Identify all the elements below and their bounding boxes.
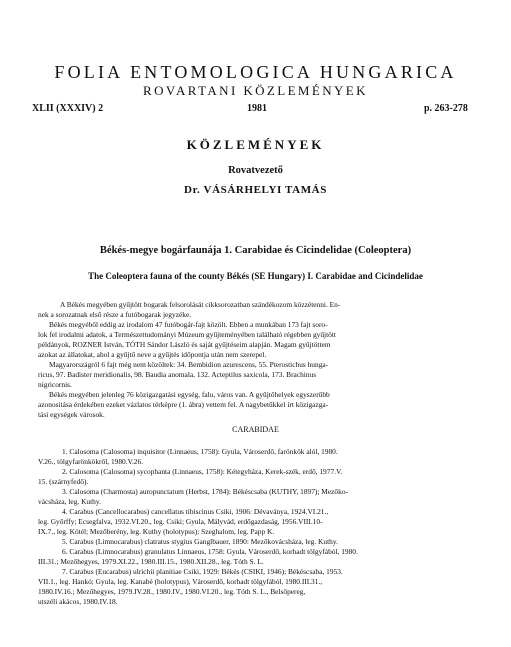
species-entry-line: 7. Carabus (Eucarabus) ulrichii planitiae Csiki, 1929: Békés (CSIKI, 1946); Békéscsaba, 1953.: [62, 567, 343, 576]
journal-title: FOLIA ENTOMOLOGICA HUNGARICA: [54, 62, 457, 82]
intro-line: Békés megyében jelenleg 76 közigazgatási egység, falu, város van. A gyűjtőhelyek egyszerűbb: [49, 390, 330, 399]
species-entry-line: III.31.; Mezőhegyes, 1979.XI.22., 1980.III.15., 1980.XII.28., leg. Tóth S. L.: [38, 557, 264, 566]
intro-line: A Békés megyében gyűjtött bogarak felsorolását cikksorozatban szándékozom közzétenni. En-: [60, 300, 341, 309]
year-label: 1981: [247, 103, 267, 114]
volume-label: XLII (XXXIV) 2: [32, 103, 104, 114]
article-title: Békés-megye bogárfaunája 1. Carabidae és Cicindelidae (Coleoptera): [99, 245, 412, 256]
section-title: KÖZLEMÉNYEK: [186, 137, 325, 152]
intro-line: azokat az állatokat, ahol a gyűjtő neve a gyűjtés időpontja után nem szerepel.: [38, 350, 267, 359]
species-entry-line: IX.7., leg. Kötél; Mezőberény, leg. Kuthy (holotypus); Szeghalom, leg. Papp K.: [38, 527, 275, 536]
intro-line: tási egységek városok.: [38, 410, 105, 419]
intro-line: Békés megyéből eddig az irodalom 47 futóbogár-fajt közölt. Ebben a munkában 173 fajt soro-: [49, 320, 328, 329]
intro-line: Magyarországról 6 fajt még nem közöltek: 34. Bembidion azurescens, 55. Pterostichus hunga-: [49, 360, 329, 369]
species-entry-line: vácsháza, leg. Kuthy.: [38, 497, 101, 506]
species-entry-line: leg. Győrffy; Ecsegfalva, 1932.VI.20., leg. Csiki; Gyula, Mályvád, erdőgazdaság, 1956.VIII.10-: [38, 517, 323, 526]
intro-line: lok fel irodalmi adatok, a Természettudományi Múzeum gyűjteményében található régebben gyűjtött: [38, 330, 336, 339]
page-range: p. 263-278: [424, 103, 468, 114]
species-entry-line: V.26., tölgyfarönkökről, 1980.V.26.: [38, 457, 144, 466]
species-entry-line: 5. Carabus (Limnocarabus) clatratus stygius Ganglbauer, 1890: Mezőkovácsháza, leg. Kuthy.: [62, 537, 338, 546]
species-entry-line: 15. (szárnyfedő).: [38, 477, 89, 486]
intro-line: példányok, ROZNER István, TÓTH Sándor László és saját gyűjtéseim alapján. Magam gyűjtöttem: [38, 340, 331, 349]
editor-name: Dr. VÁSÁRHELYI TAMÁS: [184, 184, 327, 196]
species-entry-line: 1980.IV.16.; Mezőhegyes, 1979.IV.28., 1980.IV., 1980.VI.20., leg. Tóth S. L., Belsőpereg,: [38, 587, 306, 596]
species-entry-line: 3. Calosoma (Charmosta) auropunctatum (Herbst, 1784): Békéscsaba (KUTHY, 1897); Mezőko-: [62, 487, 348, 496]
journal-subtitle: ROVARTANI KÖZLEMÉNYEK: [143, 83, 368, 98]
species-entry-line: 6. Carabus (Limnocarabus) granulatus Linnaeus, 1758: Gyula, Városerdő, korhadt tölgyfából, 1980.: [62, 547, 358, 556]
editor-role: Rovatvezető: [228, 165, 283, 176]
intro-line: nek a sorozatnak első része a futóbogarak jegyzéke.: [38, 310, 192, 319]
species-entry-line: 1. Calosoma (Calosoma) inquisitor (Linnaeus, 1758): Gyula, Városerdő, farönkök alól, 1980.: [62, 447, 338, 456]
intro-line: ricus, 97. Badister meridionalis, 98. Baudia anomala, 132. Acteptilus saxicola, 173. Brachinus: [38, 370, 317, 379]
article-subtitle: The Coleoptera fauna of the county Békés (SE Hungary) I. Carabidae and Cicindelidae: [88, 271, 423, 281]
species-entry-line: VII.1., leg. Hankó; Gyula, leg. Kanabé (holotypus), Városerdő, korhadt tölgyfából, 1980.III.31.,: [38, 577, 323, 586]
species-entry-line: utszéli akácos, 1980.IV.18.: [38, 597, 118, 606]
intro-line: nigricornis.: [38, 380, 72, 389]
species-entry-line: 4. Carabus (Cancellocarabus) cancellatus tibiscinus Csiki, 1906: Dévaványa, 1924.VI.21.,: [62, 507, 329, 516]
intro-line: azonosítása érdekében ezeket vázlatos térképre (1. ábra) vettem fel. A nagybetűkkel írt közigazga-: [38, 400, 329, 409]
species-entry-line: 2. Calosoma (Calosoma) sycophanta (Linnaeus, 1758): Kétegyháza, Kerek-szék, erdő, 1977.V.: [62, 467, 343, 476]
family-heading: CARABIDAE: [232, 425, 279, 434]
